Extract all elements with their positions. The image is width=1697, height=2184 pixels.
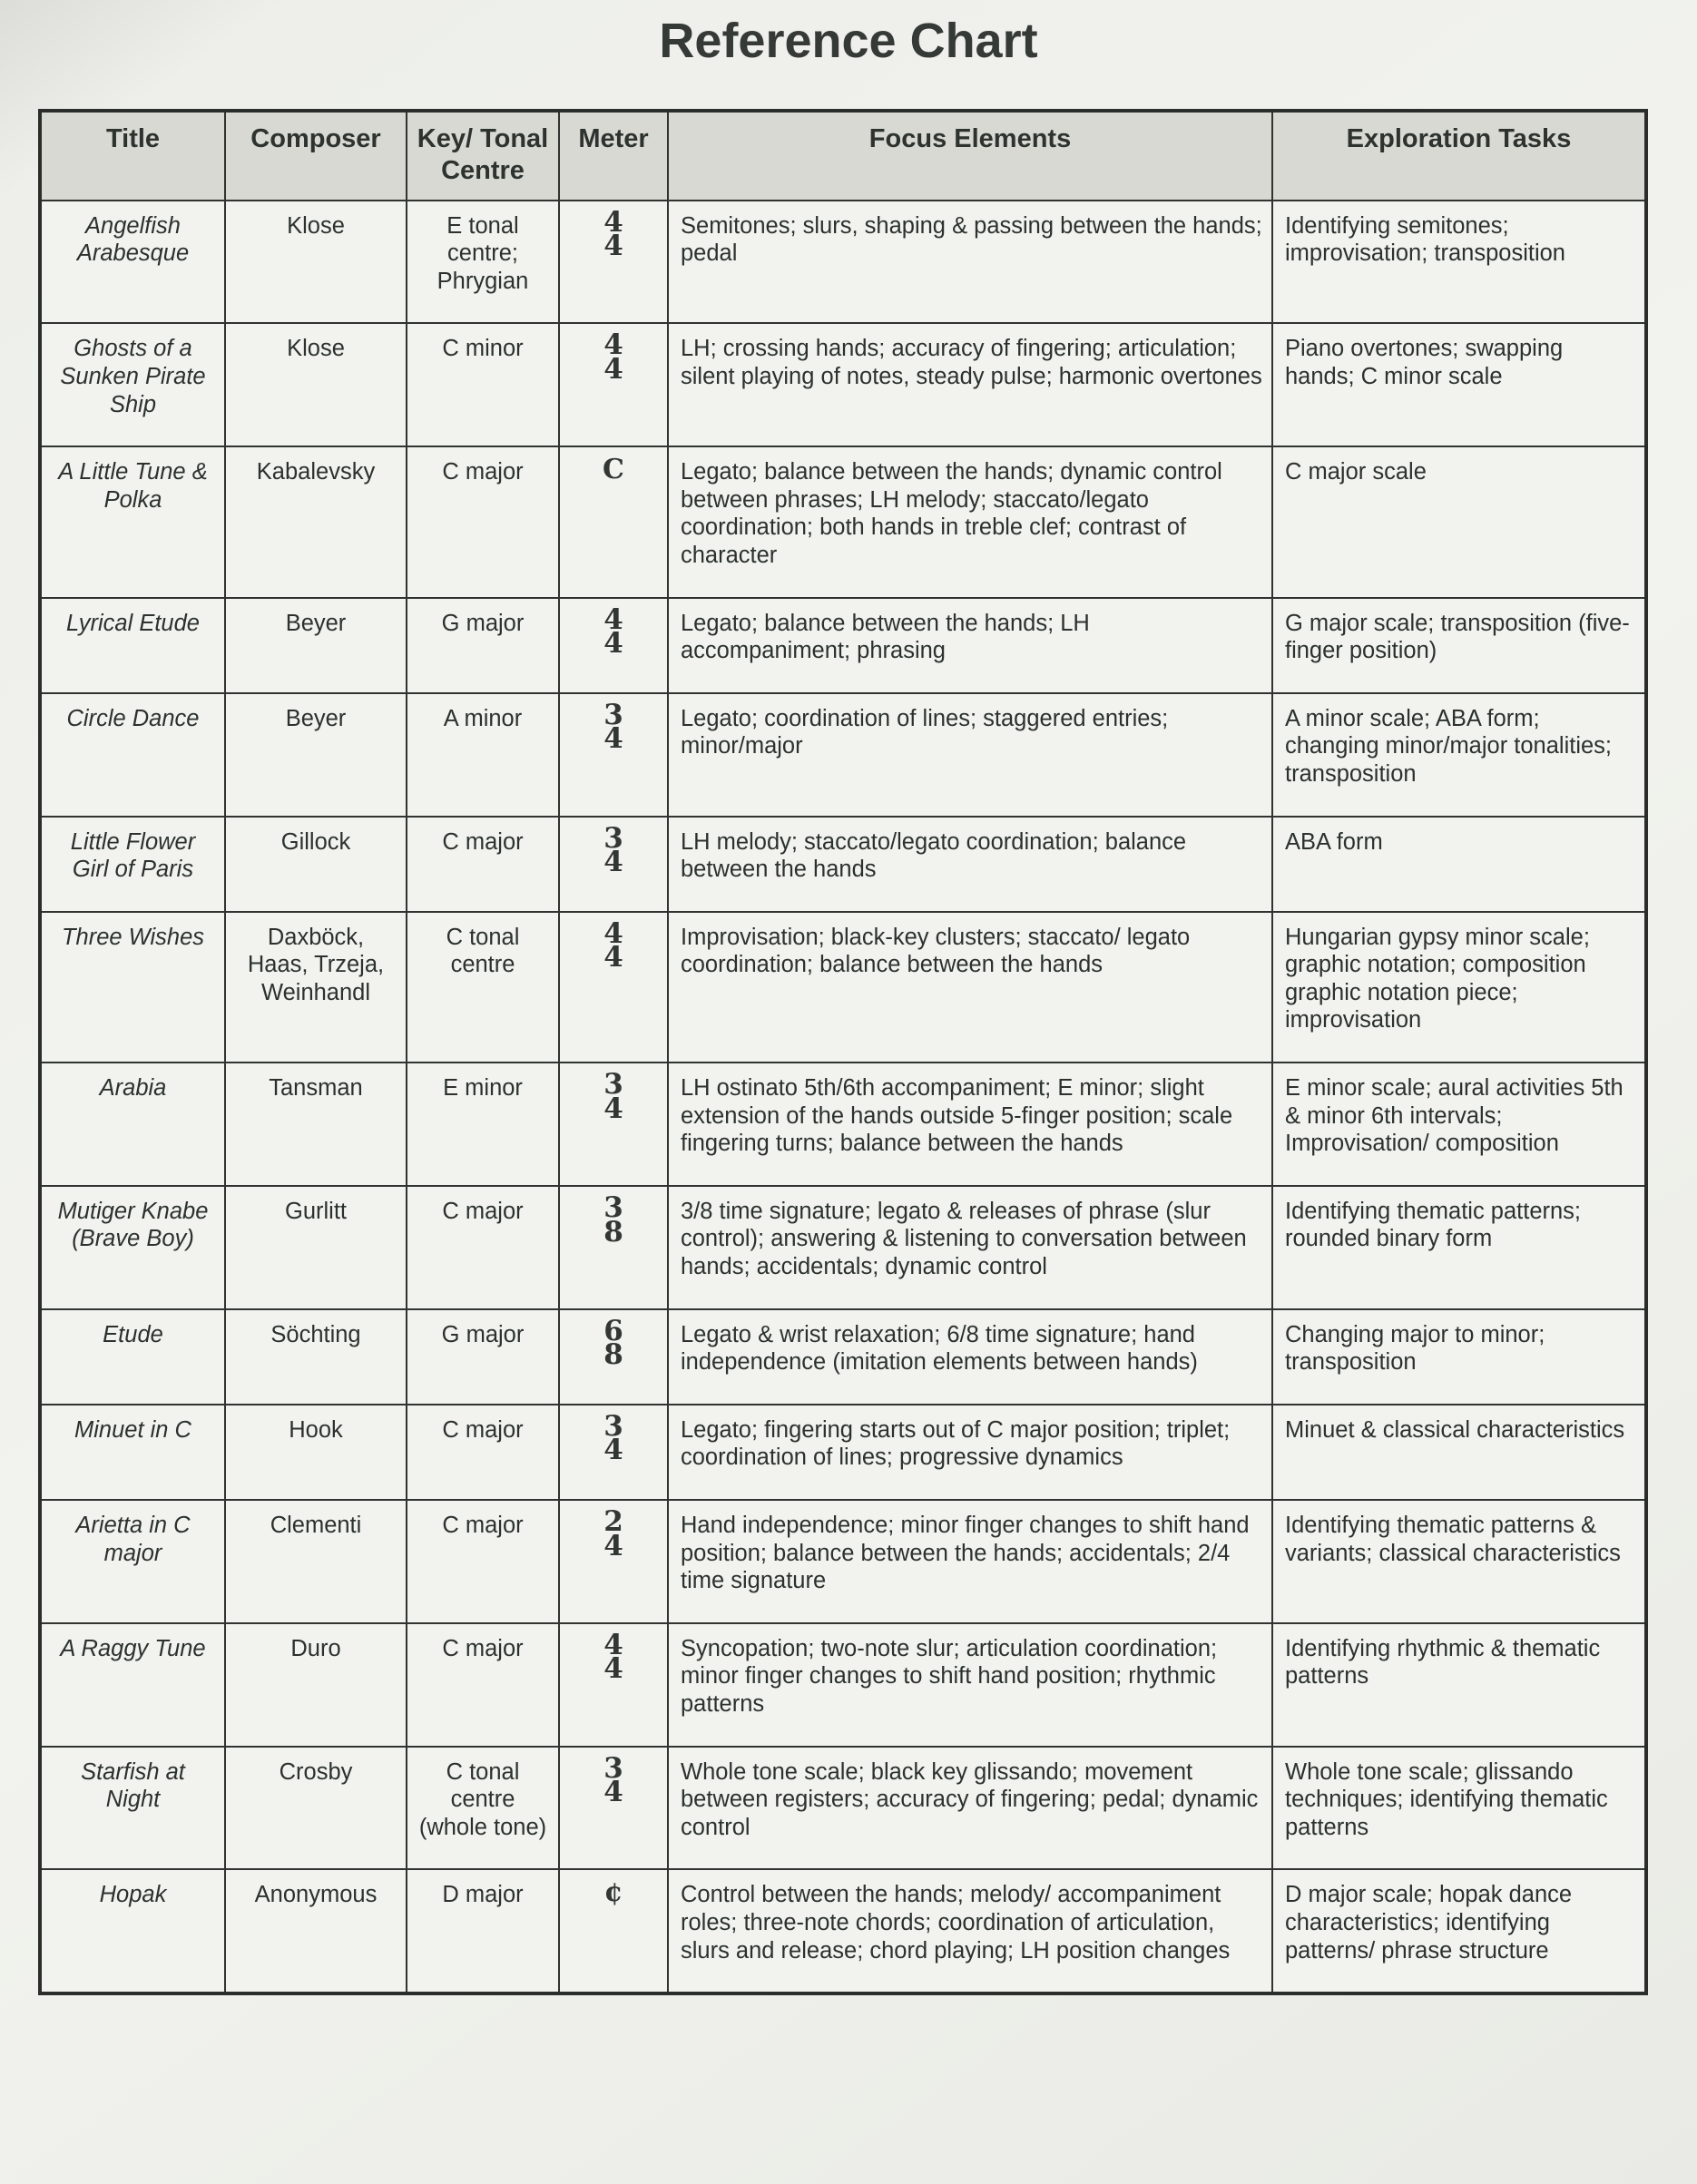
cell-exploration-tasks: Identifying semitones; improvisation; transposition	[1272, 201, 1646, 324]
table-row	[40, 598, 1646, 693]
meter-denominator: 4	[603, 1092, 623, 1125]
cell-key: E tonal centre; Phrygian	[407, 201, 559, 324]
cell-key: C major	[407, 1623, 559, 1747]
cell-title: Three Wishes	[40, 912, 225, 1063]
cell-key: D major	[407, 1869, 559, 1993]
cell-exploration-tasks: Identifying rhythmic & thematic patterns	[1272, 1623, 1646, 1747]
meter-denominator: 4	[603, 230, 623, 263]
cell-exploration-tasks: G major scale; transposition (five-finger position)	[1272, 598, 1646, 693]
cell-focus-elements: 3/8 time signature; legato & releases of phrase (slur control); answering & listening to conversation between hands; accidentals; dynamic control	[668, 1186, 1272, 1309]
cell-title: Mutiger Knabe (Brave Boy)	[40, 1186, 225, 1309]
table-row	[40, 1500, 1646, 1623]
cell-composer: Anonymous	[225, 1869, 407, 1993]
table-row	[40, 323, 1646, 446]
meter-numerator: 4	[603, 205, 623, 239]
meter-symbol: C	[603, 454, 624, 486]
cell-exploration-tasks: ABA form	[1272, 817, 1646, 912]
meter-denominator: 8	[603, 1338, 623, 1372]
cell-title: Minuet in C	[40, 1405, 225, 1500]
cell-composer: Kabalevsky	[225, 446, 407, 597]
cell-exploration-tasks: D major scale; hopak dance characteristics; identifying patterns/ phrase structure	[1272, 1869, 1646, 1993]
cell-focus-elements: Semitones; slurs, shaping & passing between the hands; pedal	[668, 201, 1272, 324]
column-header-focus-elements: Focus Elements	[668, 111, 1272, 201]
cell-composer: Duro	[225, 1623, 407, 1747]
cell-key: G major	[407, 598, 559, 693]
cell-key: E minor	[407, 1063, 559, 1186]
cell-title: Arabia	[40, 1063, 225, 1186]
meter-numerator: 4	[603, 1628, 623, 1661]
reference-chart-table	[38, 109, 1648, 1995]
cell-meter	[559, 912, 668, 1063]
cell-focus-elements: LH ostinato 5th/6th accompaniment; E minor; slight extension of the hands outside 5-finger position; scale fingering turns; balance between the hands	[668, 1063, 1272, 1186]
table-row	[40, 1063, 1646, 1186]
meter-time-signature	[603, 1314, 623, 1372]
table-row	[40, 1623, 1646, 1747]
meter-denominator: 8	[603, 1215, 623, 1249]
cell-title: Arietta in C major	[40, 1500, 225, 1623]
cell-meter	[559, 1309, 668, 1405]
meter-numerator: 2	[603, 1505, 623, 1538]
cell-focus-elements: Improvisation; black-key clusters; staccato/ legato coordination; balance between the hands	[668, 912, 1272, 1063]
cell-exploration-tasks: Identifying thematic patterns; rounded binary form	[1272, 1186, 1646, 1309]
table-row	[40, 1869, 1646, 1993]
cell-composer: Hook	[225, 1405, 407, 1500]
cell-focus-elements: LH; crossing hands; accuracy of fingering; articulation; silent playing of notes, steady pulse; harmonic overtones	[668, 323, 1272, 446]
cell-exploration-tasks: Piano overtones; swapping hands; C minor scale	[1272, 323, 1646, 446]
table-body	[40, 201, 1646, 1994]
meter-denominator: 4	[603, 1652, 623, 1686]
meter-time-signature	[603, 602, 623, 661]
cell-focus-elements: Legato; coordination of lines; staggered entries; minor/major	[668, 693, 1272, 817]
cell-key: C minor	[407, 323, 559, 446]
cell-composer: Gillock	[225, 817, 407, 912]
meter-denominator: 4	[603, 846, 623, 879]
table-row	[40, 693, 1646, 817]
cell-composer: Klose	[225, 201, 407, 324]
table-row	[40, 446, 1646, 597]
meter-numerator: 3	[603, 1409, 623, 1443]
meter-time-signature	[603, 1505, 623, 1562]
meter-denominator: 4	[603, 1529, 623, 1562]
cell-meter	[559, 201, 668, 324]
table-row	[40, 201, 1646, 324]
meter-denominator: 4	[603, 722, 623, 756]
meter-numerator: 4	[603, 916, 623, 950]
table-row	[40, 1747, 1646, 1870]
meter-time-signature	[603, 1190, 623, 1249]
cell-title: A Little Tune & Polka	[40, 446, 225, 597]
meter-denominator: 4	[603, 1776, 623, 1809]
cell-exploration-tasks: Identifying thematic patterns & variants; classical characteristics	[1272, 1500, 1646, 1623]
cell-meter	[559, 598, 668, 693]
table-row	[40, 1405, 1646, 1500]
meter-time-signature	[603, 1628, 623, 1686]
cell-exploration-tasks: Whole tone scale; glissando techniques; identifying thematic patterns	[1272, 1747, 1646, 1870]
cell-focus-elements: Legato & wrist relaxation; 6/8 time signature; hand independence (imitation elements between hands)	[668, 1309, 1272, 1405]
cell-exploration-tasks: A minor scale; ABA form; changing minor/major tonalities; transposition	[1272, 693, 1646, 817]
cell-focus-elements: Legato; fingering starts out of C major position; triplet; coordination of lines; progressive dynamics	[668, 1405, 1272, 1500]
cell-exploration-tasks: E minor scale; aural activities 5th & minor 6th intervals; Improvisation/ composition	[1272, 1063, 1646, 1186]
column-header-meter: Meter	[559, 111, 668, 201]
meter-time-signature	[603, 916, 623, 974]
cell-key: C major	[407, 446, 559, 597]
cell-composer: Beyer	[225, 693, 407, 817]
cell-composer: Daxböck, Haas, Trzeja, Weinhandl	[225, 912, 407, 1063]
cell-meter	[559, 1063, 668, 1186]
table-row	[40, 1309, 1646, 1405]
cell-meter	[559, 693, 668, 817]
meter-time-signature	[603, 205, 623, 263]
cell-key: C major	[407, 1405, 559, 1500]
cell-meter	[559, 323, 668, 446]
cell-title: Etude	[40, 1309, 225, 1405]
cell-composer: Klose	[225, 323, 407, 446]
cell-title: Hopak	[40, 1869, 225, 1993]
cell-focus-elements: Syncopation; two-note slur; articulation coordination; minor finger changes to shift hand position; rhythmic patterns	[668, 1623, 1272, 1747]
cell-title: Little Flower Girl of Paris	[40, 817, 225, 912]
cell-key: G major	[407, 1309, 559, 1405]
cell-title: Starfish at Night	[40, 1747, 225, 1870]
cell-focus-elements: Control between the hands; melody/ accompaniment roles; three-note chords; coordination of articulation, slurs and release; chord playing; LH position changes	[668, 1869, 1272, 1993]
cell-meter	[559, 1747, 668, 1870]
cell-meter	[559, 1405, 668, 1500]
cell-composer: Gurlitt	[225, 1186, 407, 1309]
column-header-composer: Composer	[225, 111, 407, 201]
meter-numerator: 6	[603, 1314, 623, 1347]
column-header-key: Key/ Tonal Centre	[407, 111, 559, 201]
cell-meter	[559, 817, 668, 912]
cell-title: Circle Dance	[40, 693, 225, 817]
cell-exploration-tasks: Hungarian gypsy minor scale; graphic notation; composition graphic notation piece; improvisation	[1272, 912, 1646, 1063]
meter-time-signature	[603, 698, 623, 756]
cell-focus-elements: LH melody; staccato/legato coordination; balance between the hands	[668, 817, 1272, 912]
cell-meter	[559, 446, 668, 597]
meter-numerator: 3	[603, 1068, 623, 1102]
page-title: Reference Chart	[659, 14, 1038, 68]
cell-composer: Tansman	[225, 1063, 407, 1186]
cell-key: A minor	[407, 693, 559, 817]
meter-numerator: 3	[603, 821, 623, 855]
cell-key: C tonal centre	[407, 912, 559, 1063]
cell-title: Lyrical Etude	[40, 598, 225, 693]
cell-key: C tonal centre (whole tone)	[407, 1747, 559, 1870]
meter-numerator: 3	[603, 1190, 623, 1224]
table-row	[40, 1186, 1646, 1309]
cell-meter	[559, 1500, 668, 1623]
cell-exploration-tasks: Minuet & classical characteristics	[1272, 1405, 1646, 1500]
meter-numerator: 4	[603, 602, 623, 636]
cell-key: C major	[407, 1500, 559, 1623]
meter-time-signature	[603, 1409, 623, 1467]
cell-title: A Raggy Tune	[40, 1623, 225, 1747]
cell-exploration-tasks: C major scale	[1272, 446, 1646, 597]
meter-numerator: 4	[603, 328, 623, 362]
cell-focus-elements: Legato; balance between the hands; LH accompaniment; phrasing	[668, 598, 1272, 693]
cell-focus-elements: Hand independence; minor finger changes to shift hand position; balance between the hands; accidentals; 2/4 time signature	[668, 1500, 1272, 1623]
cell-focus-elements: Legato; balance between the hands; dynamic control between phrases; LH melody; staccato/legato coordination; both hands in treble clef; contrast of character	[668, 446, 1272, 597]
meter-time-signature	[603, 328, 623, 387]
meter-denominator: 4	[603, 1434, 623, 1467]
meter-denominator: 4	[603, 941, 623, 974]
meter-time-signature	[603, 1068, 623, 1125]
cell-meter	[559, 1186, 668, 1309]
column-header-title: Title	[40, 111, 225, 201]
meter-numerator: 3	[603, 698, 623, 731]
cell-focus-elements: Whole tone scale; black key glissando; movement between registers; accuracy of fingering; pedal; dynamic control	[668, 1747, 1272, 1870]
meter-time-signature	[603, 821, 623, 879]
meter-denominator: 4	[603, 627, 623, 661]
cell-composer: Beyer	[225, 598, 407, 693]
cell-key: C major	[407, 817, 559, 912]
cell-title: Angelfish Arabesque	[40, 201, 225, 324]
meter-denominator: 4	[603, 353, 623, 387]
cell-key: C major	[407, 1186, 559, 1309]
cell-composer: Crosby	[225, 1747, 407, 1870]
cell-exploration-tasks: Changing major to minor; transposition	[1272, 1309, 1646, 1405]
cell-title: Ghosts of a Sunken Pirate Ship	[40, 323, 225, 446]
cell-meter	[559, 1869, 668, 1993]
meter-symbol: ¢	[603, 1876, 623, 1909]
column-header-exploration-tasks: Exploration Tasks	[1272, 111, 1646, 201]
meter-numerator: 3	[603, 1751, 623, 1785]
cell-meter	[559, 1623, 668, 1747]
table-row	[40, 817, 1646, 912]
header-row	[40, 111, 1646, 201]
cell-composer: Clementi	[225, 1500, 407, 1623]
cell-composer: Söchting	[225, 1309, 407, 1405]
meter-time-signature	[603, 1751, 623, 1809]
table-row	[40, 912, 1646, 1063]
